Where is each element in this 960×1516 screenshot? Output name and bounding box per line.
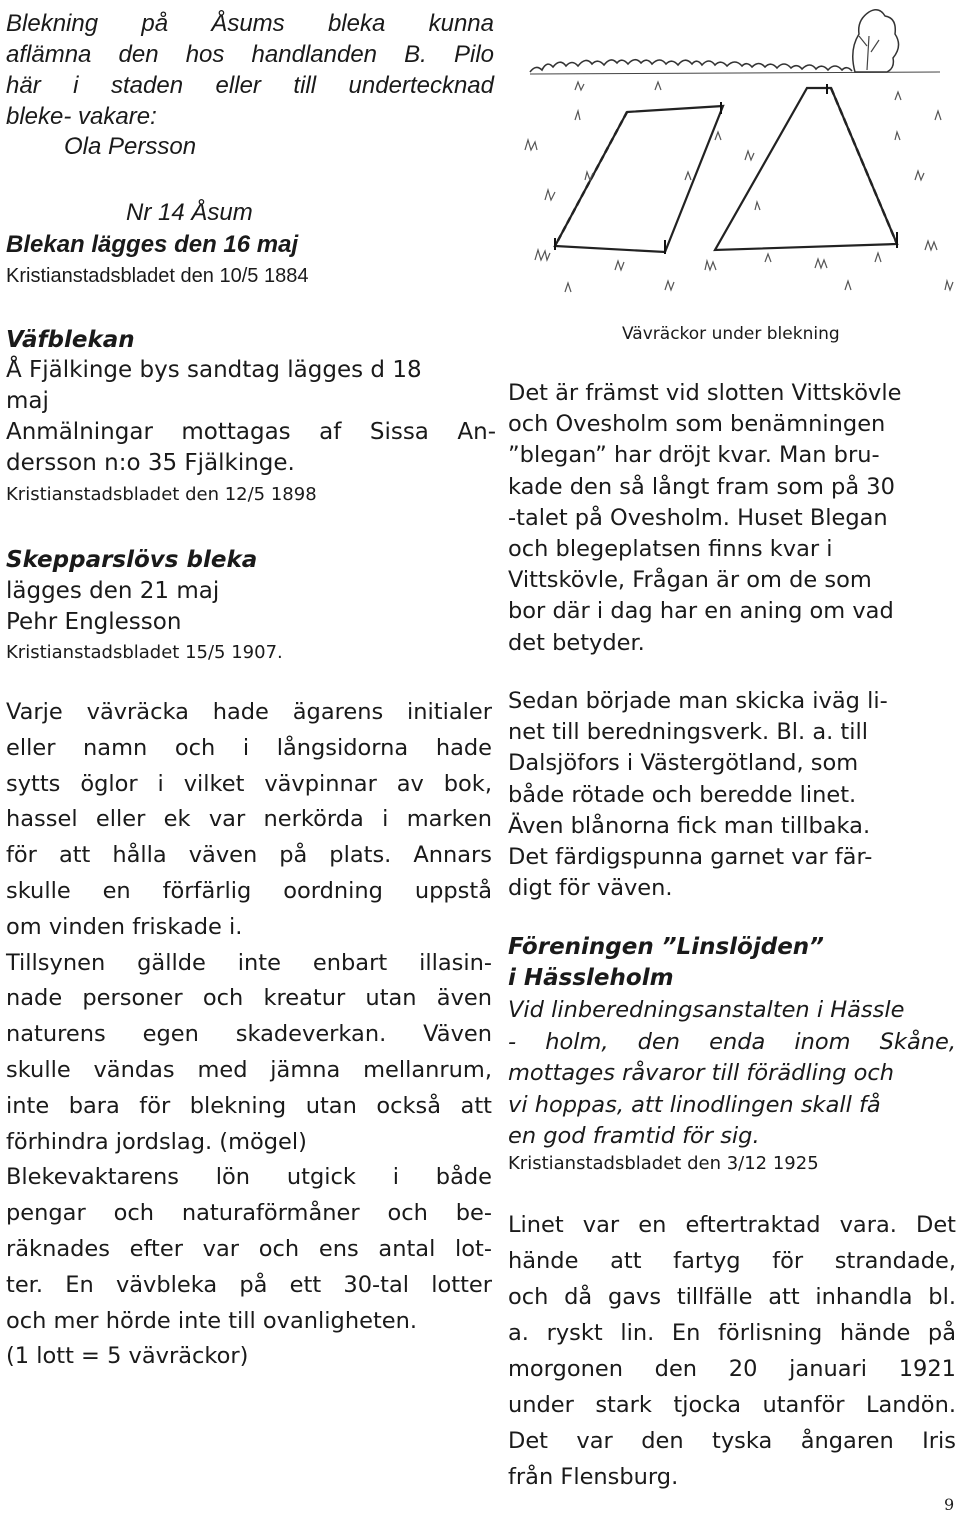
para-line: Sedan började man skicka iväg li- — [508, 688, 888, 714]
figure-caption: Vävräckor under blekning — [622, 324, 840, 344]
skepparslov-title: Skepparslövs bleka — [6, 547, 258, 573]
body-line: Blekevaktarens lön utgick i både — [6, 1164, 492, 1191]
para-line: och Ovesholm som benämningen — [508, 411, 886, 438]
body-line: eller namn och i långsidorna hade — [6, 734, 492, 761]
para-line: net till beredningsverk. Bl. a. till — [508, 719, 868, 746]
para-line: under stark tjocka utanför Landön. — [508, 1392, 956, 1418]
para-line: kade den så långt fram som på 30 — [508, 473, 895, 500]
body-line: förhindra jordslag. (mögel) — [6, 1128, 307, 1155]
para-line: Vittskövle, Frågan är om de som — [508, 567, 872, 594]
skepparslov-body — [6, 576, 219, 638]
forening-line: Vid linberedningsanstalten i Hässle — [508, 997, 905, 1023]
para-line: Det är främst vid slotten Vittskövle — [508, 380, 902, 406]
body-line: Varje vävräcka hade ägarens initialer — [6, 699, 492, 725]
body-line: nade personer och kreatur utan även — [6, 985, 492, 1012]
signature-name: Ola Persson — [64, 133, 197, 160]
vafblekan-body — [6, 355, 496, 479]
forening-line: en god framtid för sig. — [508, 1123, 760, 1149]
right-para-1 — [508, 378, 956, 659]
body-line: pengar och naturaförmåner och be- — [6, 1200, 492, 1227]
vafblekan-line: Anmälningar mottagas af Sissa An- — [6, 419, 496, 445]
para-line: -talet på Ovesholm. Huset Blegan — [508, 504, 888, 531]
vafblekan-source: Kristianstadsbladet den 12/5 1898 — [6, 484, 317, 505]
forening-line: mottages råvaror till förädling och — [508, 1060, 895, 1086]
para-line: Linet var en eftertraktad vara. Det — [508, 1212, 956, 1238]
skepparslov-source: Kristianstadsbladet 15/5 1907. — [6, 642, 283, 663]
skepparslov-line: lägges den 21 maj — [6, 578, 220, 604]
forening-title-line2: i Hässleholm — [508, 965, 674, 991]
body-line: Tillsynen gällde inte enbart illasin- — [6, 949, 492, 976]
intro-line: aflämna den hos handlanden B. Pilo — [6, 41, 494, 68]
body-line: ter. En vävbleka på ett 30-tal lotter — [6, 1271, 492, 1298]
notice-source: Kristianstadsbladet den 10/5 1884 — [6, 265, 309, 287]
body-line: om vinden friskade i. — [6, 913, 243, 940]
forening-source: Kristianstadsbladet den 3/12 1925 — [508, 1153, 819, 1174]
right-para-2 — [508, 686, 956, 904]
para-line: Även blånorna fick man tillbaka. — [508, 812, 871, 839]
vafblekan-title: Väfblekan — [6, 327, 135, 353]
para-line: och blegeplatsen finns kvar i — [508, 536, 833, 563]
body-line: räknades efter var och ens antal lot- — [6, 1235, 492, 1262]
skepparslov-line: Pehr Englesson — [6, 609, 182, 635]
vafblekan-line: dersson n:o 35 Fjälkinge. — [6, 450, 295, 476]
para-line: Dalsjöfors i Västergötland, som — [508, 750, 859, 777]
para-line: och då gavs tillfälle att inhandla bl. — [508, 1284, 956, 1310]
bleaching-sketch — [515, 0, 960, 300]
right-para-3 — [508, 1207, 956, 1495]
forening-notice — [508, 995, 956, 1153]
body-line: skulle en förfärlig oordning uppstå — [6, 877, 492, 904]
body-line: (1 lott = 5 vävräckor) — [6, 1343, 249, 1370]
para-line: Det färdigspunna garnet var fär- — [508, 844, 873, 871]
body-line: för att hålla väven på plats. Annars — [6, 842, 492, 869]
para-line: både rötade och beredde linet. — [508, 781, 857, 808]
page-number: 9 — [944, 1495, 955, 1514]
body-line: och mer hörde inte till ovanligheten. — [6, 1307, 418, 1334]
forening-line: vi hoppas, att linodlingen skall få — [508, 1091, 881, 1118]
forening-line: - holm, den enda inom Skåne, — [508, 1028, 956, 1055]
forening-title — [508, 932, 824, 994]
intro-notice — [6, 8, 494, 132]
vafblekan-line: maj — [6, 388, 49, 414]
para-line: bor där i dag har en aning om vad — [508, 598, 894, 625]
para-line: morgonen den 20 januari 1921 — [508, 1356, 956, 1382]
para-line: digt för väven. — [508, 875, 673, 902]
para-line: det betyder. — [508, 629, 645, 656]
body-line: inte bara för blekning utan också att — [6, 1092, 492, 1119]
para-line: a. ryskt lin. En förlisning hände på — [508, 1320, 956, 1346]
para-line: ”blegan” har dröjt kvar. Man bru- — [508, 442, 880, 469]
body-line: skulle vändas med jämna mellanrum, — [6, 1056, 492, 1083]
forening-title-line1: Föreningen ”Linslöjden” — [508, 934, 824, 960]
body-line: sytts öglor i vilket vävpinnar av bok, — [6, 770, 492, 797]
intro-line: Blekning på Åsums bleka kunna — [6, 10, 494, 37]
intro-line: bleke- vakare: — [6, 103, 157, 130]
body-line: naturens egen skadeverkan. Väven — [6, 1021, 492, 1048]
para-line: från Flensburg. — [508, 1464, 679, 1490]
intro-line: här i staden eller till undertecknad — [6, 72, 494, 99]
para-line: hände att fartyg för strandade, — [508, 1248, 956, 1274]
para-line: Det var den tyska ångaren Iris — [508, 1428, 956, 1454]
left-body-text — [6, 695, 492, 1375]
body-line: hassel eller ek var nerkörda i marken — [6, 806, 492, 833]
vafblekan-line: Å Fjälkinge bys sandtag lägges d 18 — [6, 357, 422, 383]
notice-number: Nr 14 Åsum — [126, 199, 253, 226]
notice-title: Blekan lägges den 16 maj — [6, 231, 299, 258]
